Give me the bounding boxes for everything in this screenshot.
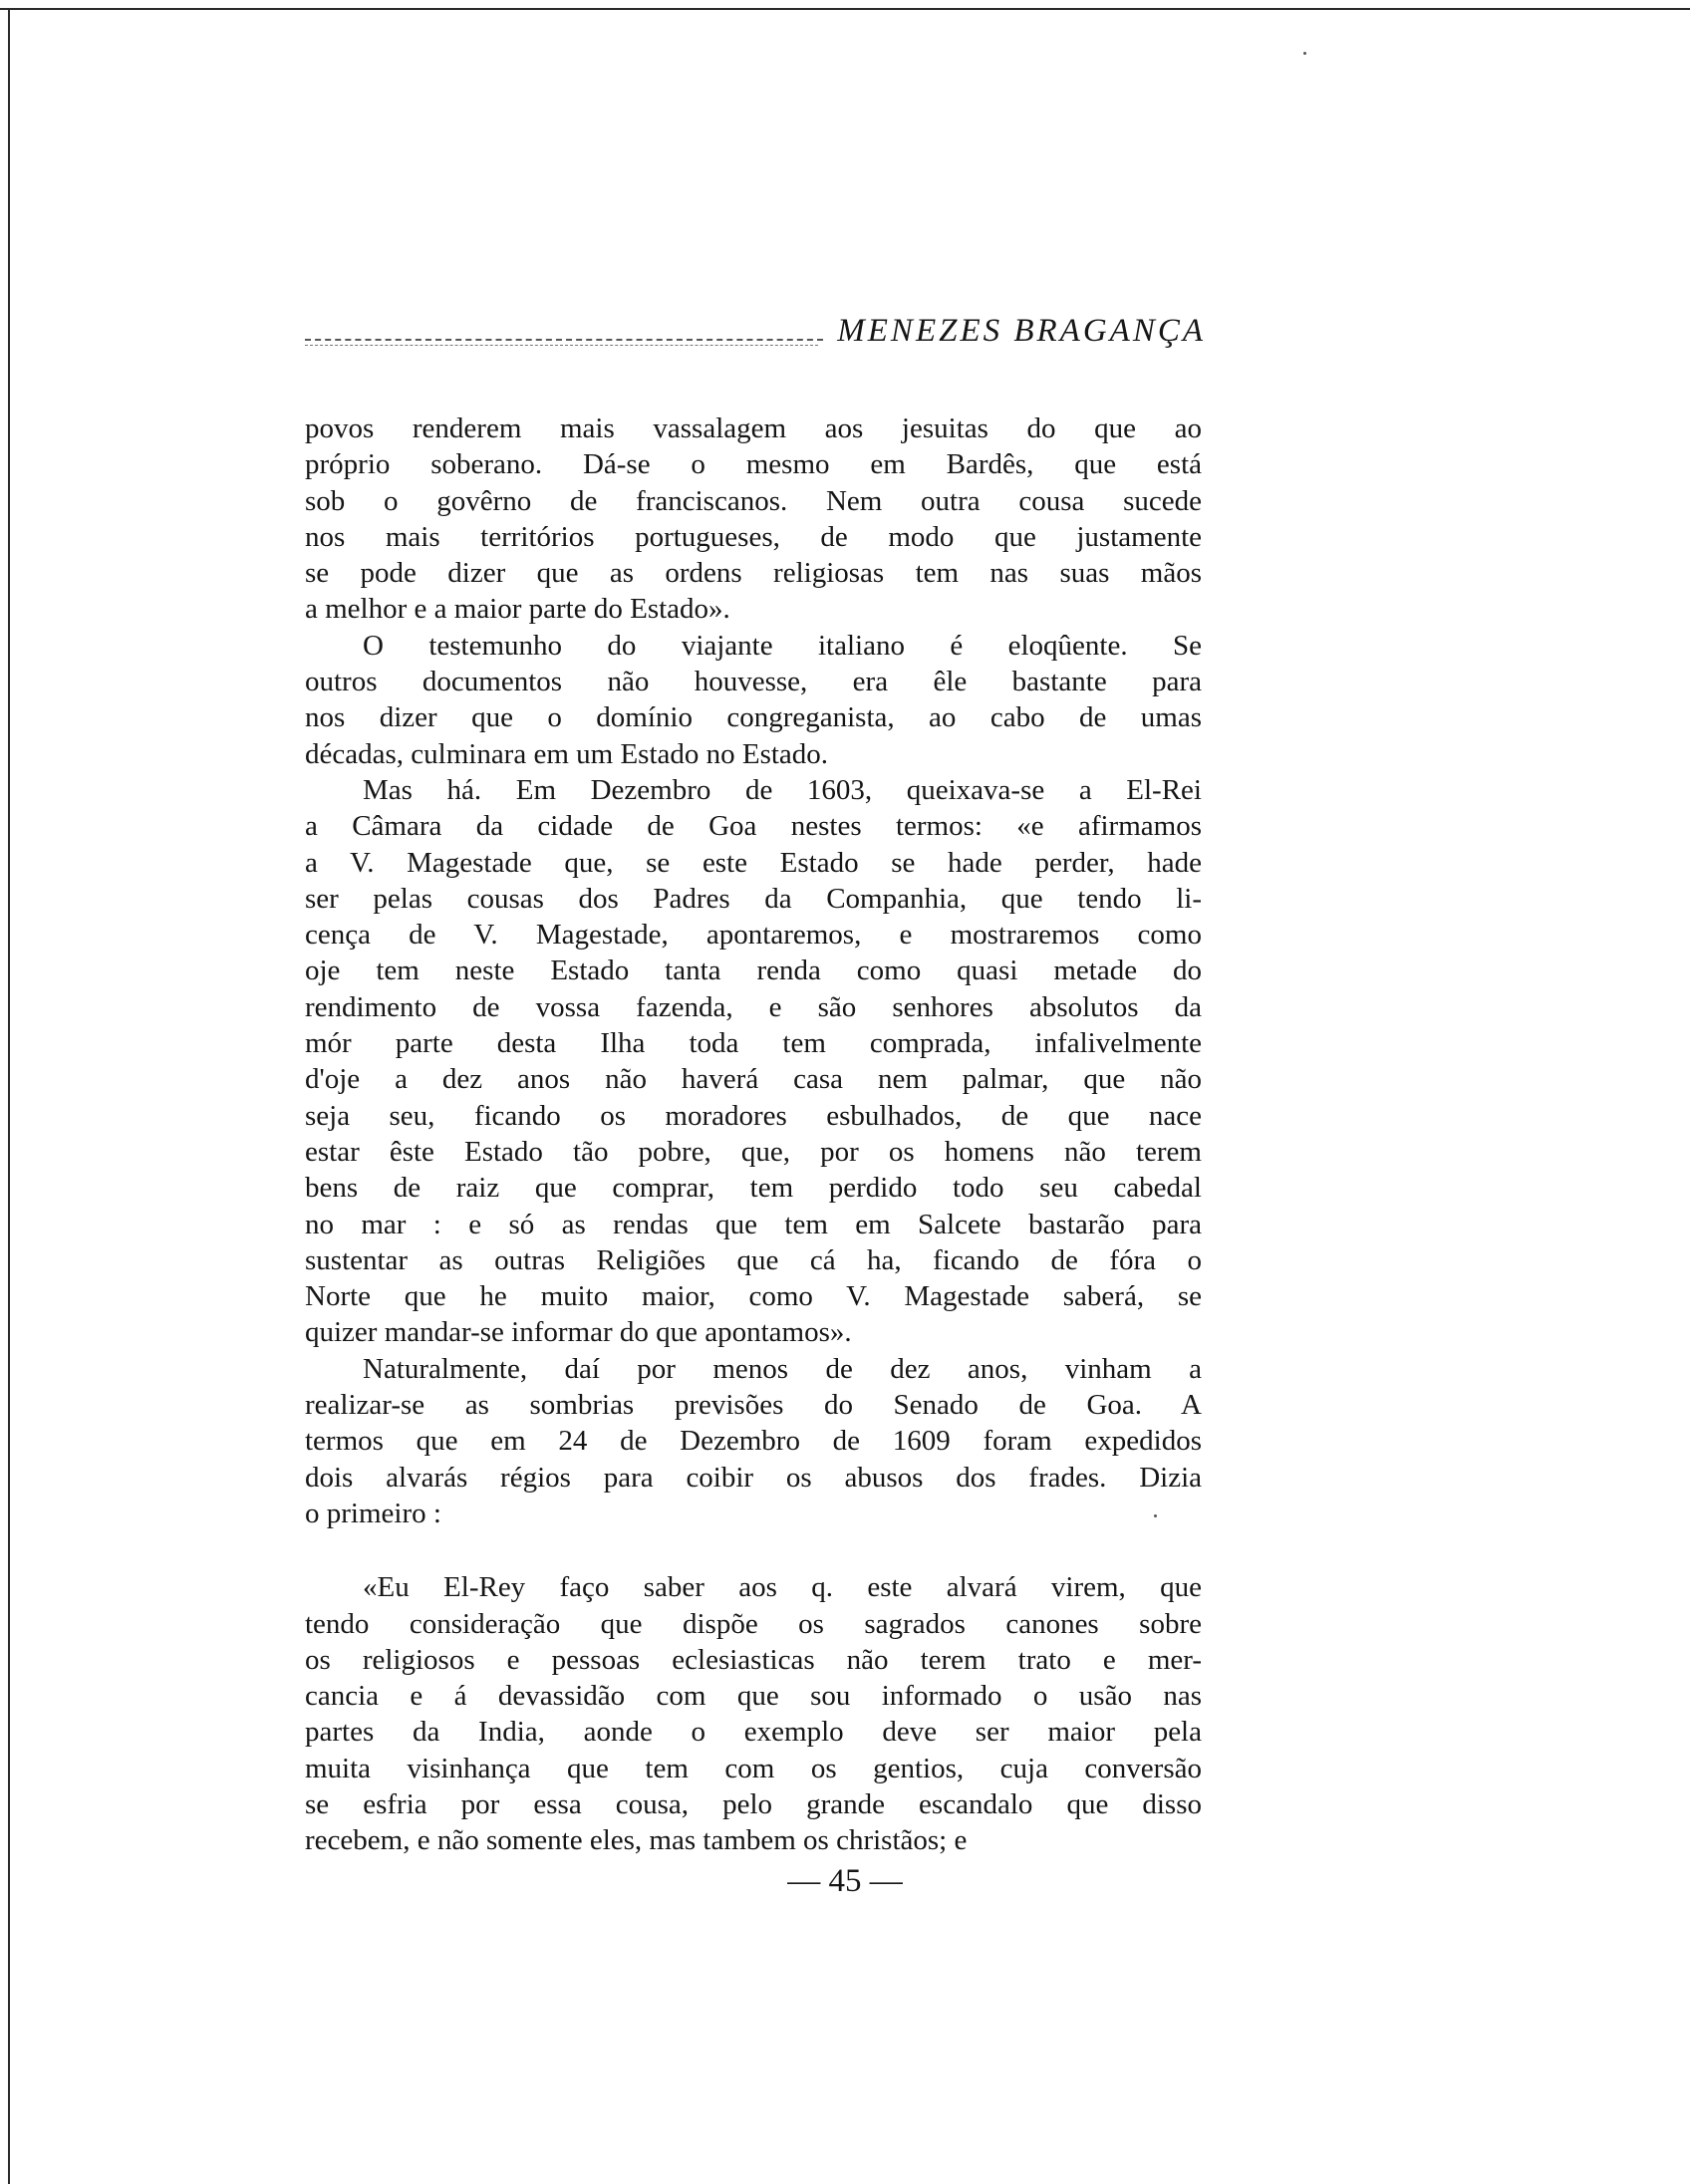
text-line: oje tem neste Estado tanta renda como quasi metade do [305, 955, 1202, 987]
text-line: a Câmara da cidade de Goa nestes termos: «e afirmamos [305, 810, 1202, 843]
text-line: «Eu El-Rey faço saber aos q. este alvará virem, que [363, 1571, 1202, 1604]
text-line: ser pelas cousas dos Padres da Companhia, que tendo li- [305, 882, 1202, 915]
running-title: MENEZES BRAGANÇA [837, 313, 1206, 349]
text-line: nos mais territórios portugueses, de modo que justamente [305, 520, 1202, 553]
page-body [305, 410, 1202, 1859]
text-line: no mar : e só as rendas que tem em Salcete bastarão para [305, 1208, 1202, 1240]
text-line: nos dizer que o domínio congreganista, ao cabo de umas [305, 701, 1202, 734]
text-line: mór parte desta Ilha toda tem comprada, infalivelmente [305, 1027, 1202, 1060]
text-line: estar êste Estado tão pobre, que, por os homens não terem [305, 1135, 1202, 1168]
text-line: O testemunho do viajante italiano é eloqûente. Se [363, 629, 1202, 662]
paragraph [305, 1569, 1202, 1858]
text-line: sob o govêrno de franciscanos. Nem outra cousa sucede [305, 484, 1202, 517]
scan-edge-top [0, 8, 1690, 10]
scan-speck [1303, 52, 1306, 55]
text-line: a melhor e a maior parte do Estado». [305, 593, 730, 626]
text-line: tendo consideração que dispõe os sagrados canones sobre [305, 1607, 1202, 1640]
paragraph [305, 410, 1202, 628]
paragraph [305, 772, 1202, 1351]
text-line: Mas há. Em Dezembro de 1603, queixava-se a El-Rei [363, 773, 1202, 806]
paragraph-spacer [305, 1531, 1202, 1569]
text-line: Naturalmente, daí por menos de dez anos, vinham a [363, 1352, 1202, 1385]
text-line: recebem, e não somente eles, mas tambem os christãos; e [305, 1824, 968, 1857]
text-line: d'oje a dez anos não haverá casa nem palmar, que não [305, 1063, 1202, 1096]
paragraph [305, 628, 1202, 772]
text-line: bens de raiz que comprar, tem perdido todo seu cabedal [305, 1172, 1202, 1205]
text-line: termos que em 24 de Dezembro de 1609 foram expedidos [305, 1425, 1202, 1458]
paragraph [305, 1351, 1202, 1531]
text-line: cancia e á devassidão com que sou informado o usão nas [305, 1680, 1202, 1713]
text-line: quizer mandar-se informar do que apontamos». [305, 1316, 852, 1349]
text-line: seja seu, ficando os moradores esbulhados, de que nace [305, 1099, 1202, 1132]
text-line: outros documentos não houvesse, era êle bastante para [305, 666, 1202, 698]
text-line: a V. Magestade que, se este Estado se hade perder, hade [305, 846, 1202, 879]
text-line: dois alvarás régios para coibir os abusos dos frades. Dizia [305, 1461, 1202, 1494]
header-decorative-rule [305, 339, 823, 341]
page-number: — 45 — [787, 1863, 903, 1899]
page-header [305, 313, 1206, 357]
scan-edge-left [8, 8, 10, 2184]
text-line: realizar-se as sombrias previsões do Senado de Goa. A [305, 1389, 1202, 1422]
text-line: o primeiro : [305, 1497, 441, 1529]
text-line: os religiosos e pessoas eclesiasticas não terem trato e mer- [305, 1643, 1202, 1676]
text-line: se pode dizer que as ordens religiosas tem nas suas mãos [305, 557, 1202, 590]
text-line: rendimento de vossa fazenda, e são senhores absolutos da [305, 990, 1202, 1023]
text-line: muita visinhança que tem com os gentios, cuja conversão [305, 1752, 1202, 1784]
text-line: Norte que he muito maior, como V. Magestade saberá, se [305, 1280, 1202, 1313]
text-line: povos renderem mais vassalagem aos jesuitas do que ao [305, 412, 1202, 444]
text-line: cença de V. Magestade, apontaremos, e mostraremos como [305, 919, 1202, 952]
text-line: sustentar as outras Religiões que cá ha, ficando de fóra o [305, 1243, 1202, 1276]
text-line: se esfria por essa cousa, pelo grande escandalo que disso [305, 1787, 1202, 1820]
text-line: partes da India, aonde o exemplo deve ser maior pela [305, 1716, 1202, 1749]
text-line: próprio soberano. Dá-se o mesmo em Bardês, que está [305, 448, 1202, 481]
header-decorative-rule [305, 345, 818, 346]
text-line: décadas, culminara em um Estado no Estado. [305, 737, 829, 770]
